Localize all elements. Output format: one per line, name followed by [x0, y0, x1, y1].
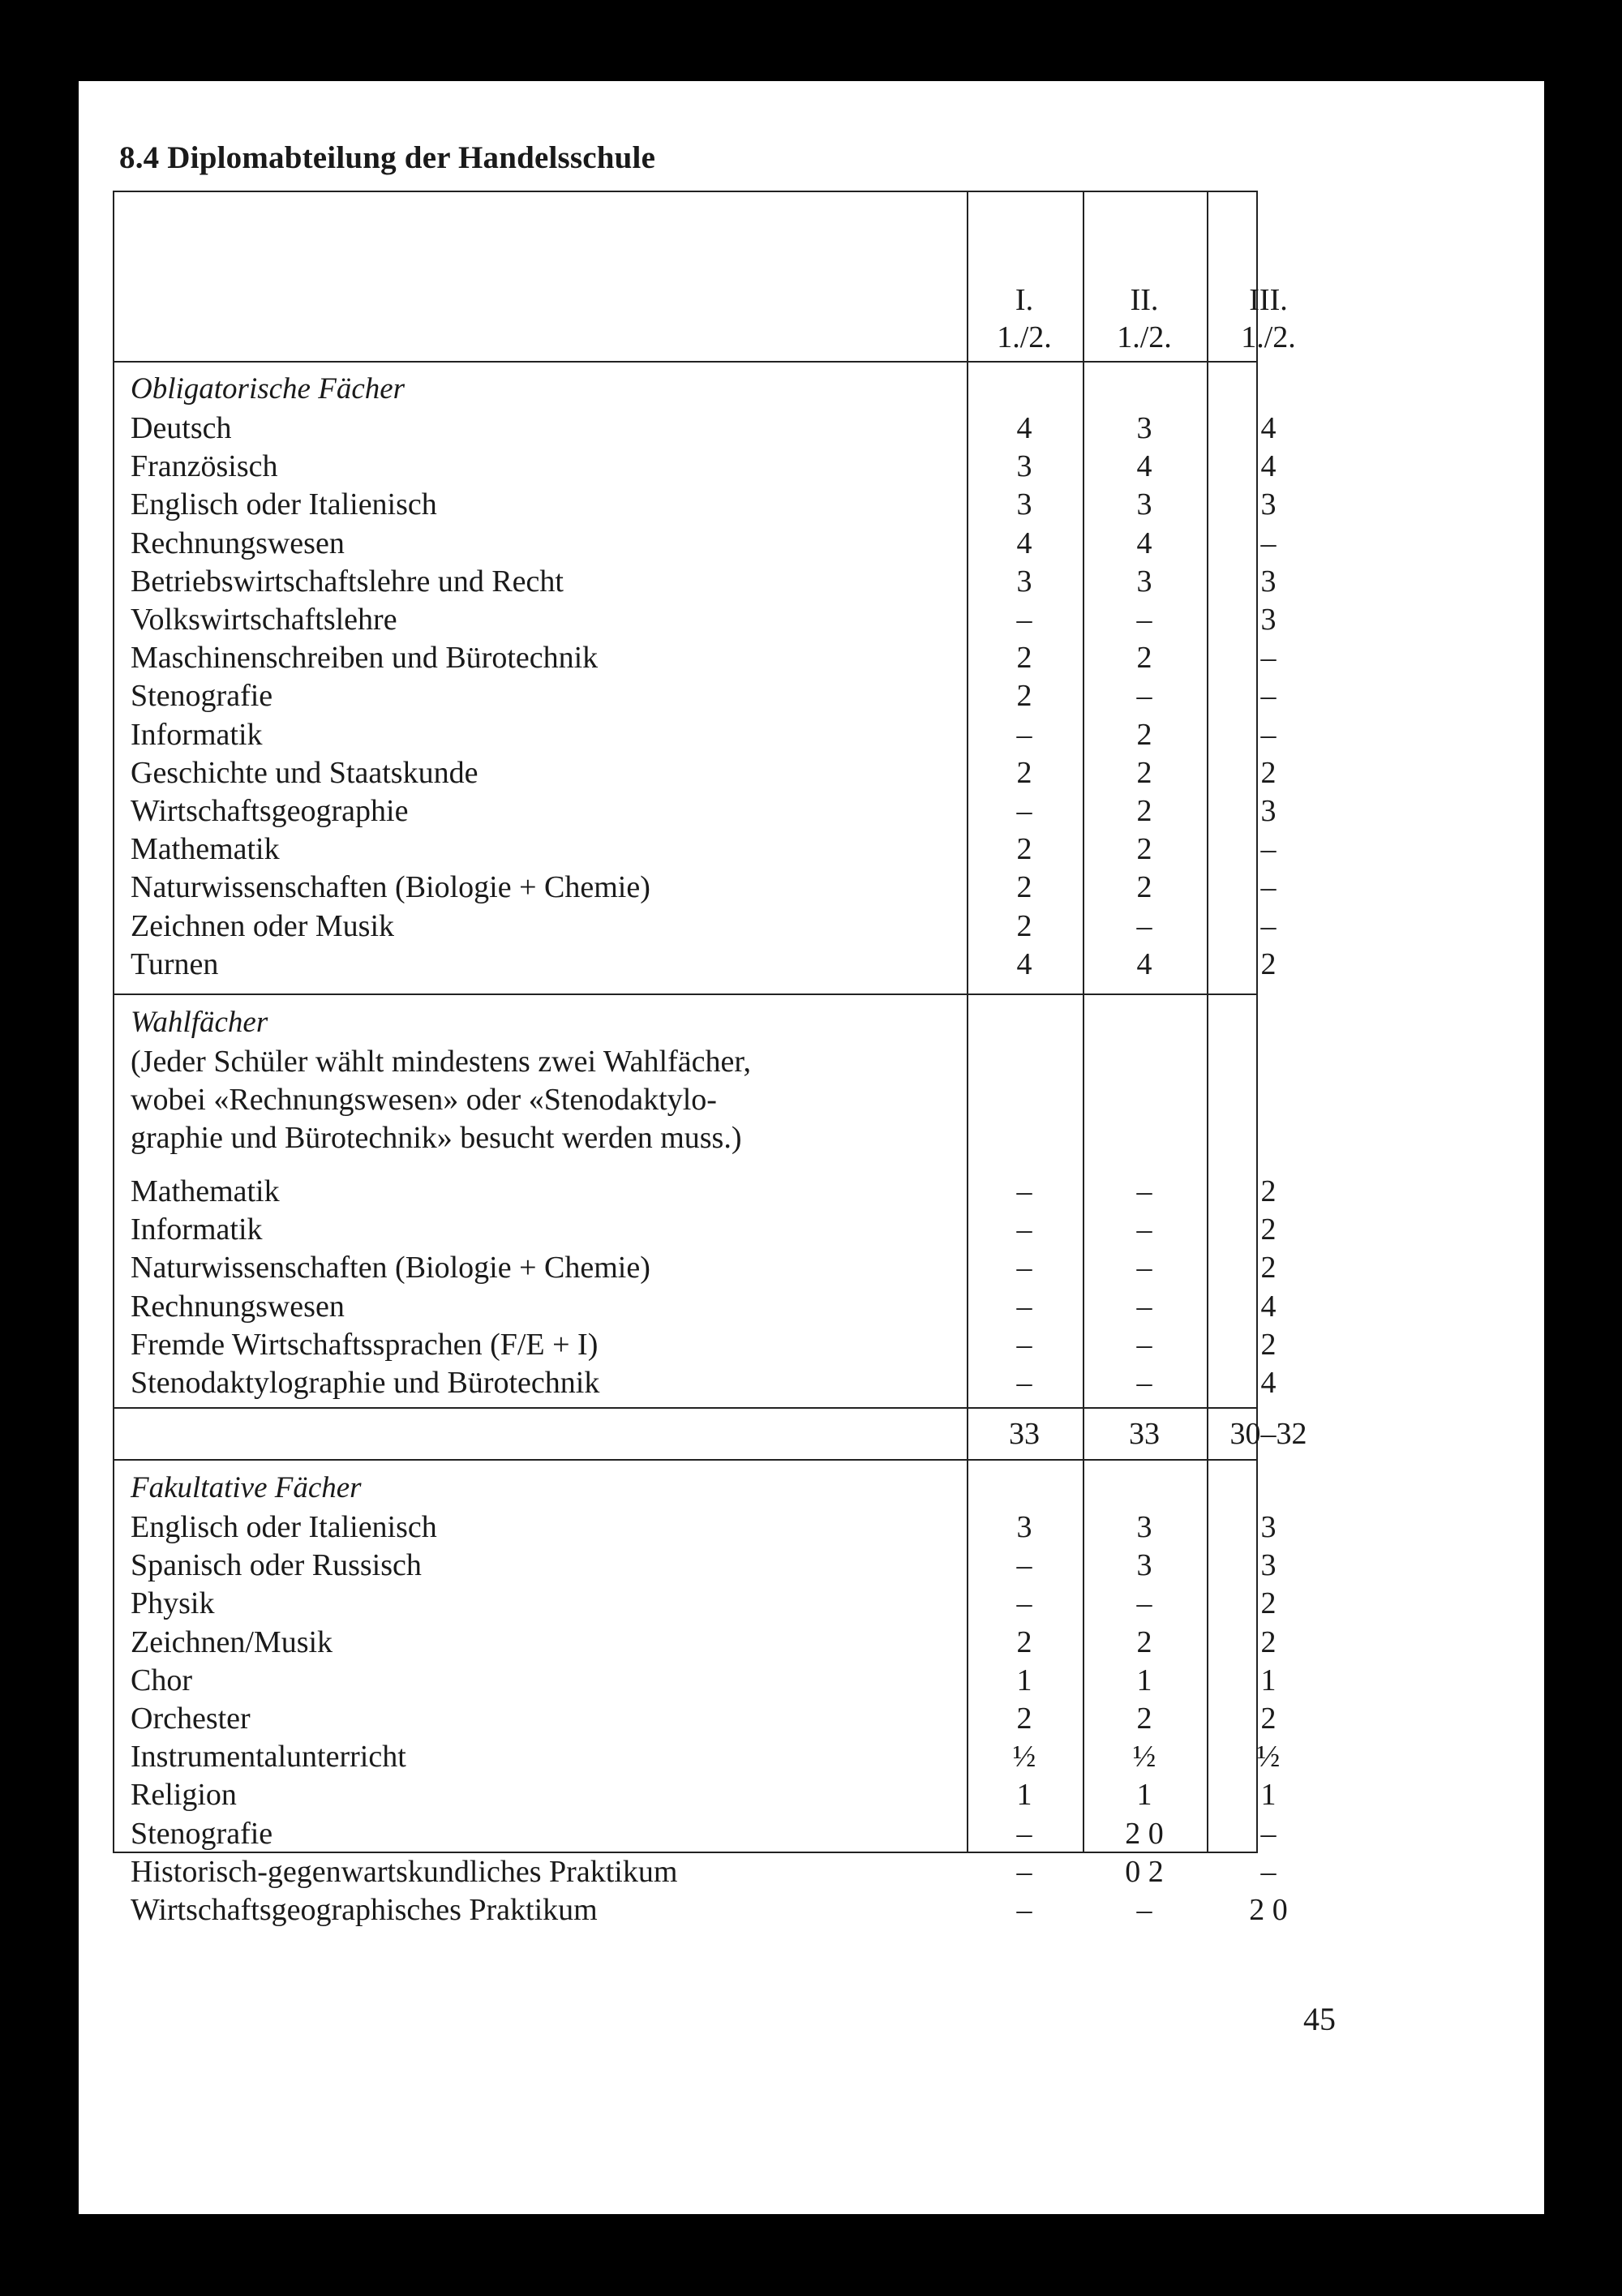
total-year-2: 33 [1129, 1417, 1160, 1451]
table-cell-year-1: 2 [1016, 832, 1032, 867]
table-cell-year-1: 3 [1016, 449, 1032, 484]
section-label-electives: Wahlfächer [131, 1006, 268, 1039]
table-cell-year-3: – [1260, 832, 1277, 867]
table-cell-year-3: 2 [1260, 1586, 1277, 1621]
table-cell-year-3: 3 [1260, 487, 1277, 522]
table-cell-year-1: – [1016, 1174, 1032, 1208]
table-row-subject: Volkswirtschaftslehre [131, 603, 397, 637]
table-row-subject: Naturwissenschaften (Biologie + Chemie) [131, 1251, 650, 1285]
table-cell-year-3: – [1260, 641, 1277, 676]
col-header-sem-3: 1./2. [1241, 320, 1296, 354]
electives-note-line-3: graphie und Bürotechnik» besucht werden muss.) [131, 1121, 742, 1155]
table-cell-year-1: – [1016, 1327, 1032, 1362]
table-cell-year-2: 2 [1136, 794, 1152, 828]
curriculum-table [113, 191, 1307, 1927]
table-cell-year-2: – [1136, 1586, 1152, 1621]
table-cell-year-3: 2 [1260, 1624, 1277, 1659]
table-row-subject: Englisch oder Italienisch [131, 487, 437, 522]
table-cell-year-1: 4 [1016, 946, 1032, 981]
table-cell-year-2: – [1136, 1212, 1152, 1247]
col-header-year-3: III. [1249, 283, 1288, 317]
table-cell-year-2: – [1136, 1174, 1152, 1208]
table-row-subject: Stenografie [131, 679, 273, 714]
table-cell-year-3: 3 [1260, 564, 1277, 599]
table-cell-year-1: 2 [1016, 1624, 1032, 1659]
table-cell-year-3: – [1260, 870, 1277, 905]
table-cell-year-1: – [1016, 1854, 1032, 1889]
table-row-subject: Spanisch oder Russisch [131, 1548, 422, 1583]
table-row-subject: Stenografie [131, 1816, 273, 1851]
table-cell-year-1: 1 [1016, 1778, 1032, 1813]
total-year-1: 33 [1009, 1417, 1040, 1451]
table-row-subject: Naturwissenschaften (Biologie + Chemie) [131, 870, 650, 905]
table-cell-year-1: – [1016, 603, 1032, 637]
table-cell-year-1: 2 [1016, 641, 1032, 676]
table-cell-year-2: – [1136, 603, 1152, 637]
col-header-sem-1: 1./2. [997, 320, 1052, 354]
table-row-subject: Rechnungswesen [131, 526, 345, 560]
col-header-sem-2: 1./2. [1117, 320, 1172, 354]
table-cell-year-1: – [1016, 1366, 1032, 1400]
table-cell-year-1: 1 [1016, 1663, 1032, 1697]
table-row-subject: Geschichte und Staatskunde [131, 755, 478, 790]
table-cell-year-1: 3 [1016, 487, 1032, 522]
table-cell-year-2: 3 [1136, 564, 1152, 599]
table-cell-year-3: 2 0 [1249, 1893, 1288, 1927]
table-cell-year-3: 2 [1260, 1251, 1277, 1285]
table-row-subject: Chor [131, 1663, 192, 1697]
table-row-subject: Rechnungswesen [131, 1289, 345, 1324]
table-cell-year-2: 2 [1136, 641, 1152, 676]
total-year-3: 30–32 [1229, 1417, 1307, 1451]
table-cell-year-2: 2 [1136, 755, 1152, 790]
table-row-subject: Fremde Wirtschaftssprachen (F/E + I) [131, 1327, 599, 1362]
table-cell-year-3: 2 [1260, 1702, 1277, 1736]
table-cell-year-1: – [1016, 1251, 1032, 1285]
table-cell-year-1: – [1016, 794, 1032, 828]
table-border-top [113, 191, 1258, 192]
table-cell-year-2: – [1136, 908, 1152, 943]
table-cell-year-1: 3 [1016, 564, 1032, 599]
table-cell-year-1: 2 [1016, 870, 1032, 905]
table-cell-year-2: – [1136, 679, 1152, 714]
table-cell-year-2: 1 [1136, 1778, 1152, 1813]
section-label-optional: Fakultative Fächer [131, 1471, 362, 1504]
table-row-subject: Instrumentalunterricht [131, 1740, 406, 1775]
table-cell-year-1: – [1016, 1548, 1032, 1583]
table-cell-year-2: – [1136, 1289, 1152, 1324]
col-header-year-2: II. [1130, 283, 1159, 317]
table-cell-year-1: – [1016, 1289, 1032, 1324]
table-cell-year-2: 3 [1136, 1510, 1152, 1544]
table-cell-year-2: 4 [1136, 526, 1152, 560]
table-cell-year-2: – [1136, 1893, 1152, 1927]
table-cell-year-2: – [1136, 1366, 1152, 1400]
table-cell-year-3: ½ [1256, 1740, 1281, 1775]
table-cell-year-2: 1 [1136, 1663, 1152, 1697]
table-cell-year-3: 3 [1260, 603, 1277, 637]
table-cell-year-1: 4 [1016, 411, 1032, 445]
table-row-subject: Stenodaktylographie und Bürotechnik [131, 1366, 600, 1400]
table-cell-year-2: – [1136, 1327, 1152, 1362]
table-cell-year-1: 2 [1016, 1702, 1032, 1736]
table-cell-year-3: 3 [1260, 1510, 1277, 1544]
table-cell-year-2: 2 [1136, 717, 1152, 752]
section-divider-electives-end [113, 1407, 1258, 1409]
table-cell-year-1: – [1016, 1586, 1032, 1621]
table-row-subject: Französisch [131, 449, 278, 484]
table-cell-year-1: – [1016, 1893, 1032, 1927]
section-divider-obligatory-end [113, 994, 1258, 995]
table-row-subject: Turnen [131, 946, 219, 981]
table-cell-year-2: 0 2 [1125, 1854, 1164, 1889]
table-cell-year-2: 3 [1136, 411, 1152, 445]
table-cell-year-1: 2 [1016, 679, 1032, 714]
table-cell-year-3: 2 [1260, 1212, 1277, 1247]
table-cell-year-2: 2 [1136, 870, 1152, 905]
table-cell-year-3: 2 [1260, 755, 1277, 790]
table-cell-year-3: – [1260, 1854, 1277, 1889]
table-cell-year-3: 1 [1260, 1663, 1277, 1697]
table-cell-year-3: – [1260, 908, 1277, 943]
table-cell-year-2: 3 [1136, 1548, 1152, 1583]
table-cell-year-3: 2 [1260, 1327, 1277, 1362]
table-cell-year-2: 2 0 [1125, 1816, 1164, 1851]
table-cell-year-3: 1 [1260, 1778, 1277, 1813]
section-heading: 8.4 Diplomabteilung der Handelsschule [119, 140, 656, 175]
table-cell-year-1: 4 [1016, 526, 1032, 560]
table-row-subject: Religion [131, 1778, 237, 1813]
electives-note-line-1: (Jeder Schüler wählt mindestens zwei Wahlfächer, [131, 1045, 751, 1079]
col-header-year-1: I. [1015, 283, 1034, 317]
table-border-left [113, 191, 114, 1853]
table-cell-year-1: – [1016, 717, 1032, 752]
table-cell-year-3: 2 [1260, 946, 1277, 981]
table-row-subject: Mathematik [131, 1174, 280, 1208]
table-cell-year-2: 2 [1136, 1702, 1152, 1736]
table-cell-year-1: 3 [1016, 1510, 1032, 1544]
table-row-subject: Maschinenschreiben und Bürotechnik [131, 641, 599, 676]
table-cell-year-2: 2 [1136, 1624, 1152, 1659]
table-row-subject: Englisch oder Italienisch [131, 1510, 437, 1544]
table-cell-year-1: – [1016, 1816, 1032, 1851]
table-cell-year-1: 2 [1016, 908, 1032, 943]
table-cell-year-3: 4 [1260, 449, 1277, 484]
table-cell-year-3: – [1260, 717, 1277, 752]
table-row-subject: Betriebswirtschaftslehre und Recht [131, 564, 564, 599]
table-cell-year-3: 4 [1260, 411, 1277, 445]
table-row-subject: Informatik [131, 1212, 263, 1247]
table-row-subject: Zeichnen oder Musik [131, 908, 395, 943]
table-cell-year-1: 2 [1016, 755, 1032, 790]
table-row-subject: Wirtschaftsgeographisches Praktikum [131, 1893, 598, 1927]
table-cell-year-3: 2 [1260, 1174, 1277, 1208]
table-cell-year-2: 3 [1136, 487, 1152, 522]
header-divider [113, 361, 1258, 363]
table-cell-year-3: 3 [1260, 1548, 1277, 1583]
table-cell-year-3: 3 [1260, 794, 1277, 828]
table-row-subject: Mathematik [131, 832, 280, 867]
table-cell-year-3: – [1260, 526, 1277, 560]
page-number: 45 [1303, 2001, 1336, 2037]
table-cell-year-3: 4 [1260, 1366, 1277, 1400]
table-row-subject: Physik [131, 1586, 215, 1621]
table-row-subject: Deutsch [131, 411, 232, 445]
table-cell-year-3: 4 [1260, 1289, 1277, 1324]
table-row-subject: Zeichnen/Musik [131, 1624, 333, 1659]
table-cell-year-2: 4 [1136, 449, 1152, 484]
section-label-obligatory: Obligatorische Fächer [131, 372, 406, 406]
table-cell-year-3: – [1260, 679, 1277, 714]
table-cell-year-1: – [1016, 1212, 1032, 1247]
table-row-subject: Historisch-gegenwartskundliches Praktikum [131, 1854, 678, 1889]
table-cell-year-2: – [1136, 1251, 1152, 1285]
table-cell-year-2: ½ [1132, 1740, 1156, 1775]
table-cell-year-1: ½ [1012, 1740, 1036, 1775]
table-row-subject: Wirtschaftsgeographie [131, 794, 409, 828]
table-row-subject: Orchester [131, 1702, 251, 1736]
table-cell-year-2: 4 [1136, 946, 1152, 981]
table-row-subject: Informatik [131, 717, 263, 752]
electives-note-line-2: wobei «Rechnungswesen» oder «Stenodaktylo- [131, 1083, 717, 1117]
section-divider-totals-end [113, 1459, 1258, 1461]
table-cell-year-2: 2 [1136, 832, 1152, 867]
table-cell-year-3: – [1260, 1816, 1277, 1851]
